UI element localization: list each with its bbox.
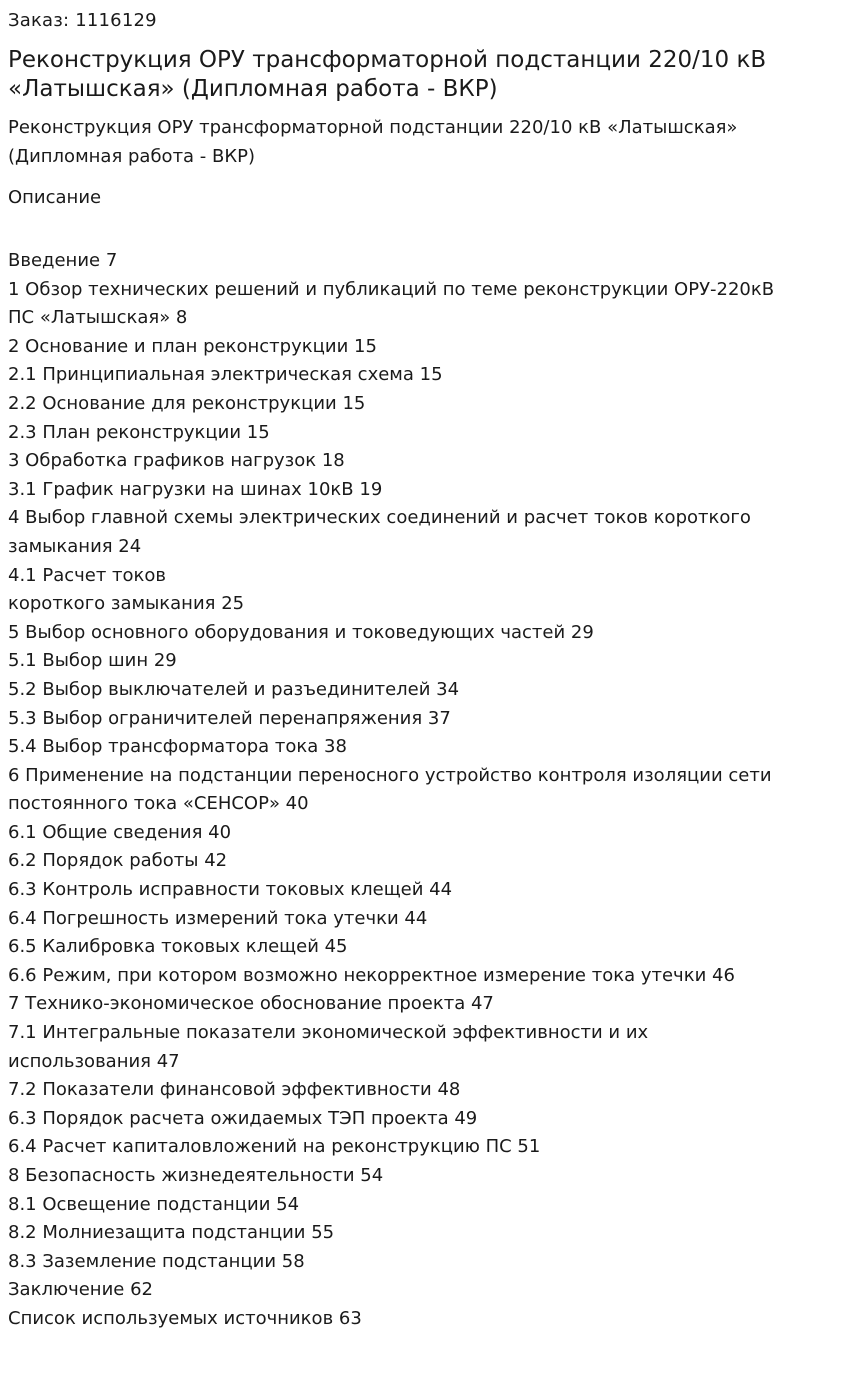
toc-line: 5.4 Выбор трансформатора тока 38 (8, 736, 347, 758)
table-of-contents (8, 247, 838, 1334)
toc-line: короткого замыкания 25 (8, 593, 245, 615)
toc-line: 7.1 Интегральные показатели экономической эффективности и их (8, 1022, 649, 1044)
toc-line: 1 Обзор технических решений и публикаций по теме реконструкции ОРУ-220кВ (8, 278, 775, 300)
toc-line: 5.2 Выбор выключателей и разъединителей 34 (8, 678, 460, 700)
page-title: Реконструкция ОРУ трансформаторной подстанции 220/10 кВ «Латышская» (Дипломная работа - ВКР) (8, 47, 767, 102)
toc-line: 6.6 Режим, при котором возможно некорректное измерение тока утечки 46 (8, 964, 735, 986)
toc-line: Список используемых источников 63 (8, 1307, 362, 1329)
toc-line: 8 Безопасность жизнедеятельности 54 (8, 1165, 384, 1186)
toc-line: 7.2 Показатели финансовой эффективности 48 (8, 1079, 461, 1101)
toc-line: использования 47 (8, 1050, 180, 1072)
toc-line: 6.3 Контроль исправности токовых клещей 44 (8, 879, 453, 901)
toc-line: 8.3 Заземление подстанции 58 (8, 1250, 305, 1272)
toc-line: 2 Основание и план реконструкции 15 (8, 335, 377, 357)
toc-line: 6.3 Порядок расчета ожидаемых ТЭП проекта 49 (8, 1107, 478, 1129)
toc-line: замыкания 24 (8, 535, 142, 557)
toc-line: 5.3 Выбор ограничителей перенапряжения 37 (8, 707, 451, 729)
toc-line: 6 Применение на подстанции переносного устройство контроля изоляции сети (8, 764, 772, 786)
toc-line: 2.1 Принципиальная электрическая схема 15 (8, 364, 443, 386)
work-subtitle: Реконструкция ОРУ трансформаторной подстанции 220/10 кВ «Латышская» (Дипломная работа - ВКР) (8, 117, 738, 167)
toc-line: 4.1 Расчет токов (8, 564, 167, 586)
toc-line: 8.1 Освещение подстанции 54 (8, 1193, 300, 1215)
toc-line: 5 Выбор основного оборудования и токоведующих частей 29 (8, 621, 594, 643)
toc-line: Введение 7 (8, 250, 118, 271)
toc-line: 6.1 Общие сведения 40 (8, 821, 232, 843)
toc-line: 6.5 Калибровка токовых клещей 45 (8, 936, 348, 958)
toc-line: 2.3 План реконструкции 15 (8, 421, 270, 443)
order-number: Заказ: 1116129 (8, 10, 157, 31)
toc-line: 4 Выбор главной схемы электрических соединений и расчет токов короткого (8, 507, 751, 529)
toc-line: 5.1 Выбор шин 29 (8, 650, 177, 672)
toc-line: 6.2 Порядок работы 42 (8, 850, 228, 872)
toc-line: 3.1 График нагрузки на шинах 10кВ 19 (8, 478, 383, 500)
toc-line: 6.4 Погрешность измерений тока утечки 44 (8, 907, 428, 929)
toc-line: 7 Технико-экономическое обоснование проекта 47 (8, 993, 494, 1015)
toc-line: ПС «Латышская» 8 (8, 307, 188, 329)
toc-line: 8.2 Молниезащита подстанции 55 (8, 1222, 335, 1244)
toc-line: постоянного тока «СЕНСОР» 40 (8, 793, 309, 815)
toc-line: 6.4 Расчет капиталовложений на реконструкцию ПС 51 (8, 1136, 541, 1158)
toc-line: 2.2 Основание для реконструкции 15 (8, 392, 366, 414)
toc-line: 3 Обработка графиков нагрузок 18 (8, 450, 345, 472)
description-heading: Описание (8, 187, 102, 208)
toc-line: Заключение 62 (8, 1279, 153, 1301)
